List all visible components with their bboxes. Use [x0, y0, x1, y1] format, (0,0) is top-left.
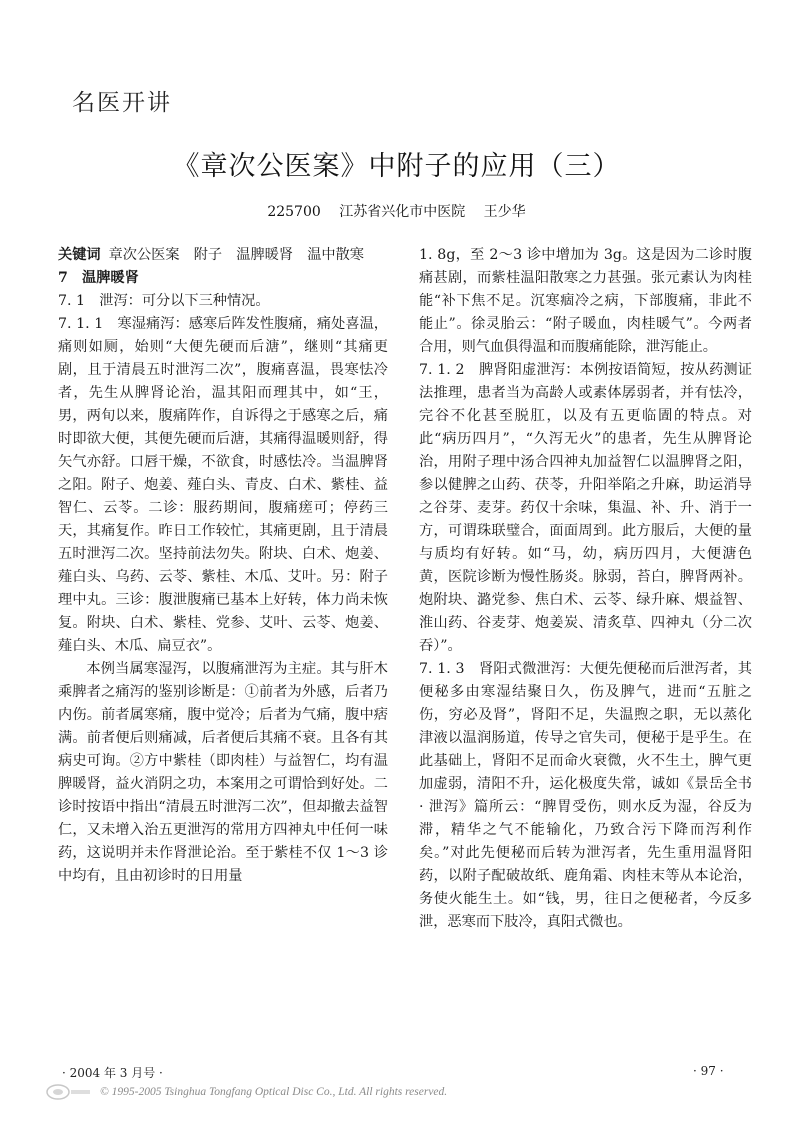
keywords-label: 关键词 [58, 247, 101, 263]
copyright-notice: © 1995-2005 Tsinghua Tongfang Optical Disc Co., Ltd. All rights reserved. [100, 1086, 448, 1098]
page-number: · 97 · [693, 1064, 724, 1078]
right-column [419, 244, 752, 934]
keywords [58, 244, 388, 267]
left-column [58, 244, 388, 888]
paragraph-7-1-1: 7. 1. 1 寒湿痛泻：感寒后阵发性腹痛，痛处喜温，痛则如厕，始则“大便先硬而后溏”，继则“其痛更剧，且于清晨五时泄泻二次”，腹痛喜温，畏寒怯冷者，先生从脾肾论治，温其阳而理其中，如“王，男，两旬以来，腹痛阵作，自诉得之于感寒之后，痛时即欲大便，其便先硬而后溏，其痛得温暖则舒，得矢气亦舒。口唇干燥，不欲食，时感怯冷。当温脾肾之阳。附子、炮姜、薤白头、青皮、白术、紫桂、益智仁、云苓。二诊：服药期间，腹痛瘥可；停药三天，其痛复作。昨日工作较忙，其痛更剧，且于清晨五时泄泻二次。坚持前法勿失。附块、白术、炮姜、薤白头、乌药、云苓、紫桂、木瓜、艾叶。另：附子理中丸。三诊：腹泄腹痛已基本上好转，体力尚未恢复。附块、白术、紫桂、党参、艾叶、云苓、炮姜、薤白头、木瓜、扁豆衣”。 [58, 316, 388, 654]
author-name: 王少华 [483, 204, 526, 220]
paragraph-7-1-2: 7. 1. 2 脾肾阳虚泄泻：本例按语简短，按从药测证法推理，患者当为高龄人或素体孱弱者，并有怯冷，完谷不化甚至脱肛，以及有五更临圊的特点。对此“病历四月”，“久泻无火”的患者，先生从脾肾论治，用附子理中汤合四神丸加益智仁以温脾肾之阳，参以健脾之山药、茯苓，升阳举陷之升麻，助运消导之谷芽、麦芽。药仅十余味，集温、补、升、消于一方，可谓珠联璧合，面面周到。此方服后，大便的量与质均有好转。如“马，幼，病历四月，大便溏色黄，医院诊断为慢性肠炎。脉弱，苔白，脾肾两补。炮附块、潞党参、焦白术、云苓、绿升麻、煨益智、淮山药、谷麦芽、炮姜炭、清炙草、四神丸（分二次吞）”。 [419, 362, 752, 654]
heading-7: 7 温脾暖肾 [58, 270, 139, 286]
institution: 江苏省兴化市中医院 [339, 204, 466, 220]
paragraph-continued: 1. 8g，至 2～3 诊中增加为 3g。这是因为二诊时腹痛甚剧，而紫桂温阳散寒之力甚强。张元素认为肉桂能“补下焦不足。沉寒痼冷之病，下部腹痛，非此不能止”。徐灵胎云：“附子暖血，肉桂暖气”。今两者合用，则气血俱得温和而腹痛能除，泄泻能止。 [419, 247, 752, 355]
author-line [0, 201, 793, 221]
keywords-text: 章次公医案 附子 温脾暖肾 温中散寒 [108, 247, 364, 263]
postcode: 225700 [267, 204, 321, 220]
issue-footer: · 2004 年 3 月号 · [62, 1066, 163, 1080]
cnki-logo-icon [44, 1082, 92, 1102]
section-label: 名医开讲 [72, 90, 172, 116]
paragraph-7-1-3: 7. 1. 3 肾阳式微泄泻：大便先便秘而后泄泻者，其便秘多由寒湿结聚日久，伤及脾气，进而“五脏之伤，穷必及肾”，肾阳不足，失温煦之职，无以蒸化津液以温润肠道，传导之官失司，便秘于是乎生。在此基础上，肾阳不足而命火衰微，火不生土，脾气更加虚弱，清阳不升，运化极度失常，诚如《景岳全书 · 泄泻》篇所云：“脾胃受伤，则水反为湿，谷反为滞，精华之气不能输化，乃致合污下降而泻利作矣。”对此先便秘而后转为泄泻者，先生重用温肾阳药，以附子配破故纸、鹿角霜、肉桂末等从本论治，务使火能生土。如“钱，男，往日之便秘者，今反多泄，恶寒而下肢冷，真阳式微也。 [419, 661, 752, 930]
article-title: 《章次公医案》中附子的应用（三） [172, 151, 621, 182]
heading-7-1: 7. 1 泄泻：可分以下三种情况。 [58, 293, 270, 309]
paragraph-discussion: 本例当属寒湿泻，以腹痛泄泻为主症。其与肝木乘脾者之痛泻的鉴别诊断是：①前者为外感，后者乃内伤。前者属寒痛，腹中觉冷；后者为气痛，腹中痞满。前者便后则痛减，后者便后其痛不衰。且各有其病史可询。②方中紫桂（即肉桂）与益智仁，均有温脾暖肾，益火消阴之功，本案用之可谓恰到好处。二诊时按语中指出“清晨五时泄泻二次”，但却撤去益智仁，又未增入治五更泄泻的常用方四神丸中任何一味药，这说明并未作肾泄论治。至于紫桂不仅 1～3 诊中均有，且由初诊时的日用量 [58, 661, 388, 884]
